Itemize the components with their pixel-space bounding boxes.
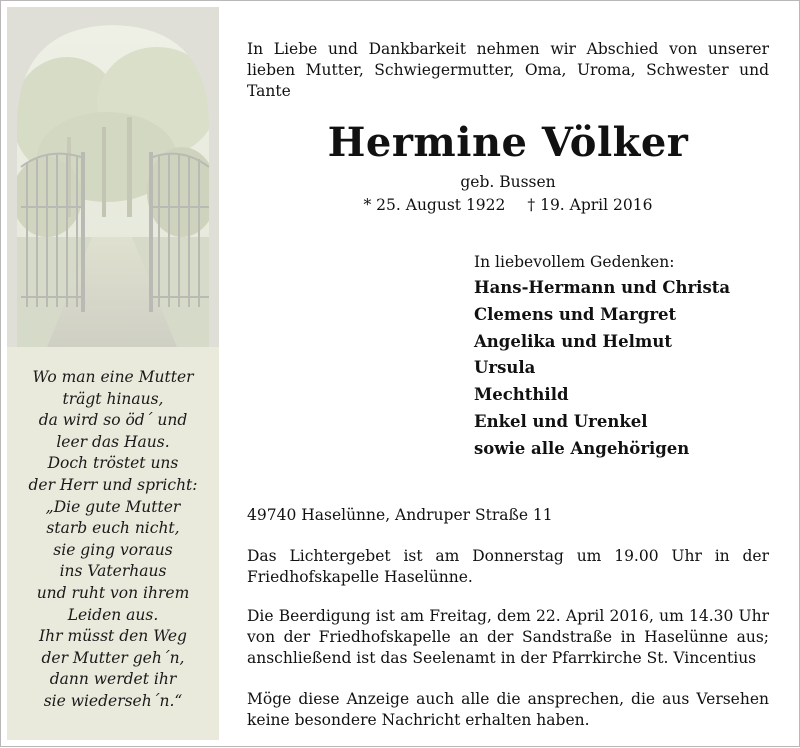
intro-text <box>247 39 769 102</box>
poem-line: der Mutter geh´n, <box>41 648 185 667</box>
poem-line: da wird so öd´ und <box>38 411 188 430</box>
poem <box>7 367 219 713</box>
funeral-line: Die Beerdigung ist am Freitag, dem 22. April 2016, um 14.30 Uhr <box>247 607 769 625</box>
mourner-name: sowie alle Angehörigen <box>474 438 690 458</box>
closing-line: Möge diese Anzeige auch alle die ansprechen, die aus Versehen <box>247 690 769 708</box>
closing-note <box>247 689 769 731</box>
mourner-name: Ursula <box>474 358 536 378</box>
prayer-info <box>247 546 769 588</box>
life-dates <box>247 194 769 216</box>
mourner-name: Hans-Hermann und Christa <box>474 278 731 297</box>
mourner-name: Angelika und Helmut <box>474 331 672 351</box>
intro-line: In Liebe und Dankbarkeit nehmen wir Abschied von unserer <box>247 40 769 58</box>
mourners-list <box>474 249 764 463</box>
poem-line: „Die gute Mutter <box>45 497 181 516</box>
closing-line: keine besondere Nachricht erhalten haben. <box>247 711 590 729</box>
intro-line: lieben Mutter, Schwiegermutter, Oma, Uroma, Schwester und <box>247 61 769 79</box>
address: 49740 Haselünne, Andruper Straße 11 <box>247 506 553 524</box>
mourner-name: Clemens und Margret <box>474 304 677 324</box>
birth-date: * 25. August 1922 <box>363 196 506 214</box>
poem-line: Wo man eine Mutter <box>32 368 194 386</box>
mourners-heading: In liebevollem Gedenken: <box>474 253 675 271</box>
cemetery-gate-image <box>7 7 219 347</box>
poem-line: der Herr und spricht: <box>28 475 198 494</box>
poem-line: und ruht von ihrem <box>36 583 190 602</box>
death-date: † 19. April 2016 <box>527 196 653 214</box>
poem-line: trägt hinaus, <box>62 389 164 408</box>
prayer-line: Das Lichtergebet ist am Donnerstag um 19.00 Uhr in der <box>247 547 769 565</box>
poem-line: leer das Haus. <box>56 432 170 451</box>
prayer-line: Friedhofskapelle Haselünne. <box>247 568 473 586</box>
poem-line: sie ging voraus <box>53 540 173 559</box>
poem-line: Doch tröstet uns <box>47 454 179 473</box>
poem-line: dann werdet ihr <box>49 670 177 689</box>
poem-line: sie wiederseh´n.“ <box>43 691 183 710</box>
funeral-line: anschließend ist das Seelenamt in der Pfarrkirche St. Vincentius <box>247 649 757 667</box>
left-panel <box>7 7 219 740</box>
gate-illustration <box>7 7 219 347</box>
mourner-name: Mechthild <box>474 385 569 405</box>
poem-line: ins Vaterhaus <box>59 562 167 581</box>
birth-name: geb. Bussen <box>460 173 556 191</box>
poem-line: starb euch nicht, <box>46 519 180 538</box>
poem-line: Leiden aus. <box>67 605 159 624</box>
funeral-info <box>247 606 769 669</box>
funeral-line: von der Friedhofskapelle an der Sandstraße in Haselünne aus; <box>247 628 769 646</box>
intro-line: Tante <box>247 82 291 100</box>
right-panel <box>247 1 769 748</box>
mourner-name: Enkel und Urenkel <box>474 411 648 431</box>
poem-line: Ihr müsst den Weg <box>39 627 187 646</box>
deceased-name: Hermine Völker <box>327 119 689 166</box>
